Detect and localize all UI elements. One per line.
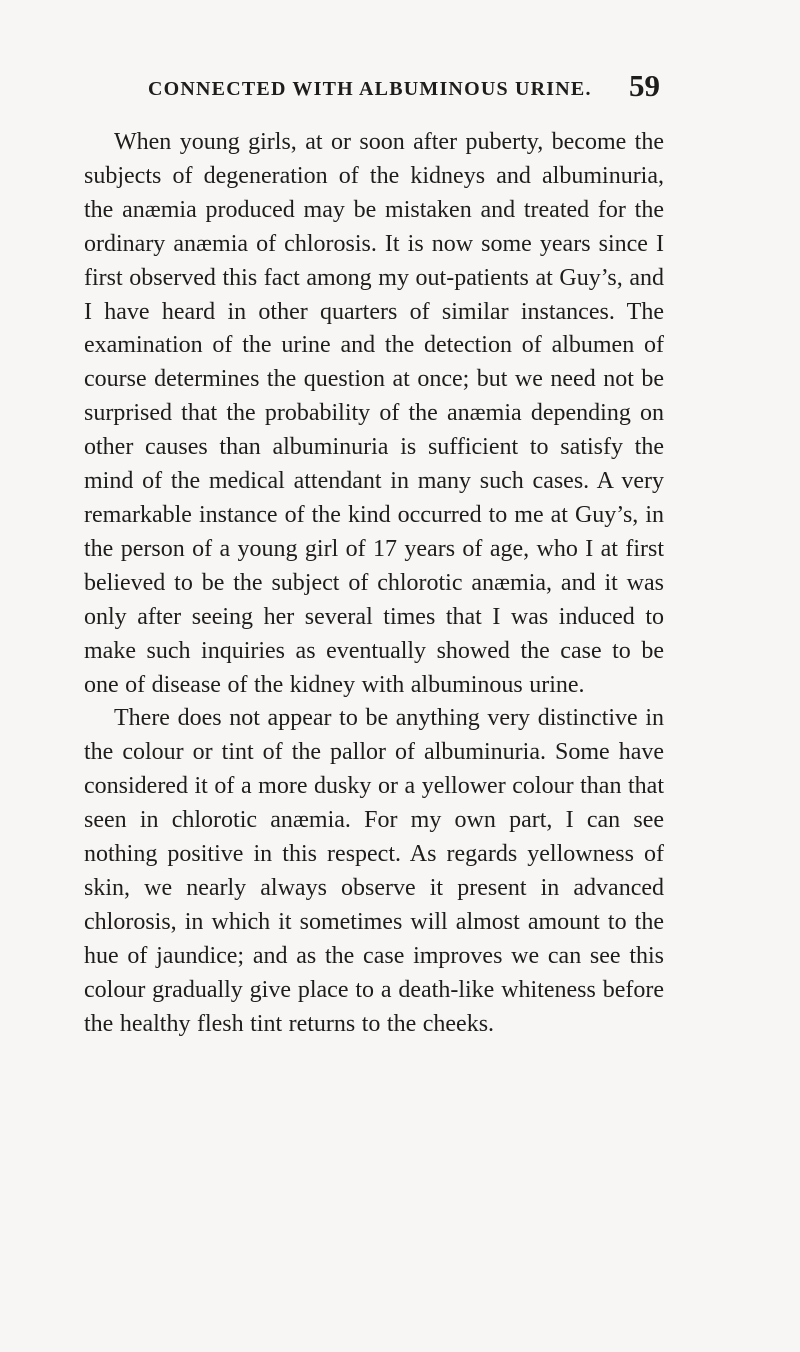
running-head-title: CONNECTED WITH ALBUMINOUS URINE.: [148, 78, 592, 100]
body-text: [84, 126, 664, 1041]
running-head: [140, 68, 660, 112]
paragraph-2: There does not appear to be anything very distinctive in the colour or tint of the pallor of albuminuria. Some have considered it of a more dusky or a yellower colour than that seen in chlorotic anæmia. For my own part, I can see nothing positive in this respect. As regards yellowness of skin, we nearly always observe it present in advanced chlorosis, in which it sometimes will almost amount to the hue of jaundice; and as the case improves we can see this colour gradually give place to a death-like whiteness before the healthy flesh tint returns to the cheeks.: [84, 705, 664, 1037]
page-number: 59: [629, 68, 660, 103]
paragraph-1: When young girls, at or soon after puberty, become the subjects of degeneration of the kidneys and albuminuria, the anæmia produced may be mistaken and treated for the ordinary anæmia of chlorosis. It is now some years since I first observed this fact among my out-patients at Guy’s, and I have heard in other quarters of similar instances. The examination of the urine and the detection of albumen of course determines the question at once; but we need not be surprised that the probability of the anæmia depending on other causes than albuminuria is sufficient to satisfy the mind of the medical attendant in many such cases. A very remarkable instance of the kind occurred to me at Guy’s, in the person of a young girl of 17 years of age, who I at first believed to be the subject of chlorotic anæmia, and it was only after seeing her several times that I was induced to make such inquiries as eventually showed the case to be one of disease of the kidney with albuminous urine.: [84, 129, 664, 698]
